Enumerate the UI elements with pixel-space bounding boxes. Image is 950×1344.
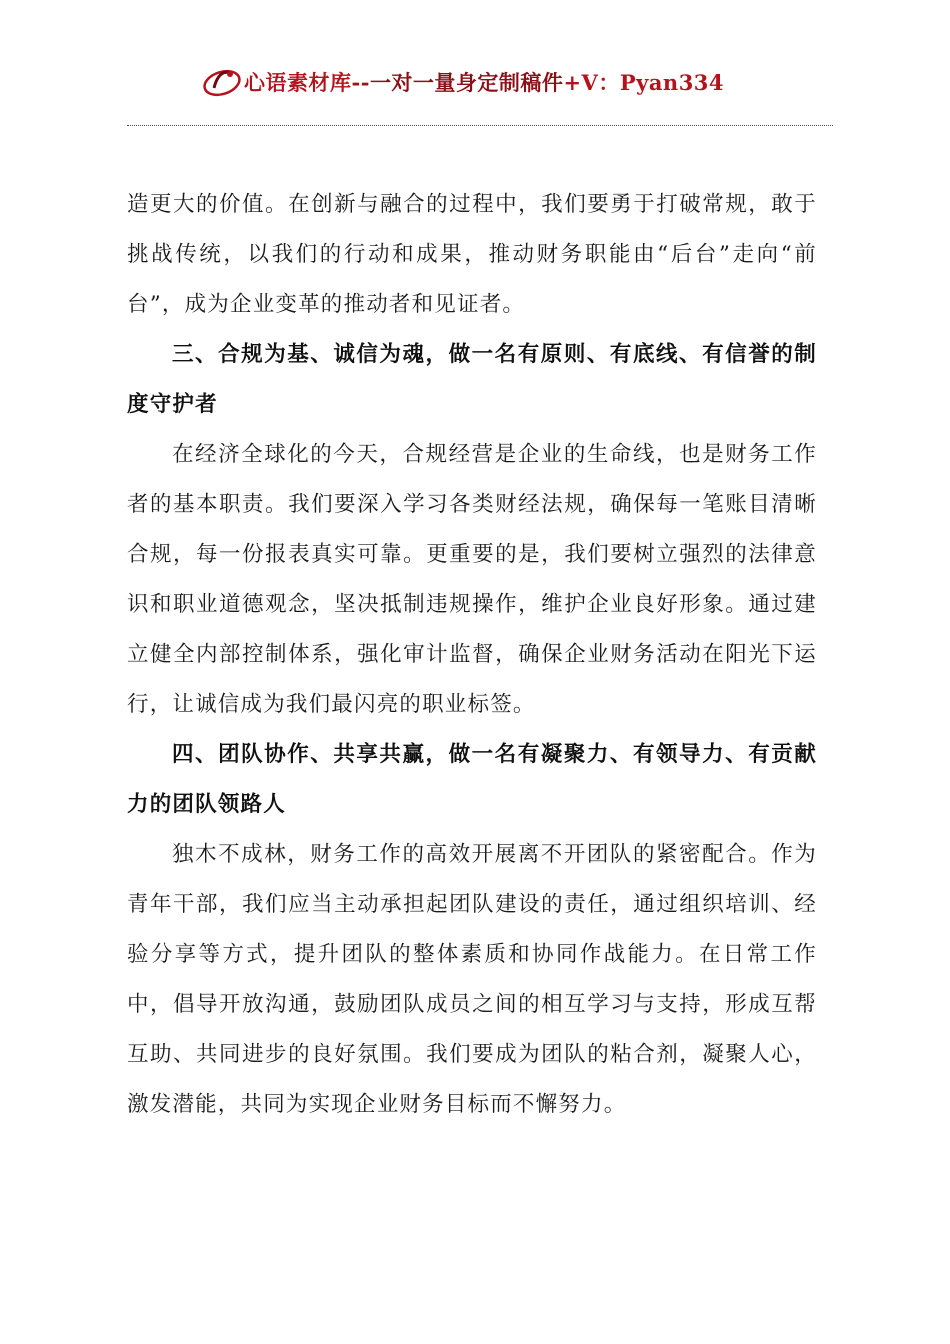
contact-id: Pyan334 [619,70,725,95]
paragraph-teamwork: 独木不成林，财务工作的高效开展离不开团队的紧密配合。作为青年干部，我们应当主动承担起团队建设的责任，通过组织培训、经验分享等方式，提升团队的整体素质和协同作战能力。在日常工作中，倡导开放沟通，鼓励团队成员之间的相互学习与支持，形成互帮互助、共同进步的良好氛围。我们要成为团队的粘合剂，凝聚人心，激发潜能，共同为实现企业财务目标而不懈努力。 [127,842,817,1117]
header-separator: -- [351,70,370,95]
page-header [200,58,760,106]
header-slogan: 一对一量身定制稿件 [369,70,564,95]
section-heading-3: 三、合规为基、诚信为魂，做一名有原则、有底线、有信誉的制度守护者 [127,342,817,417]
section-heading-4: 四、团队协作、共享共赢，做一名有凝聚力、有领导力、有贡献力的团队领路人 [127,742,817,817]
header-banner-text [244,67,724,97]
paragraph-compliance: 在经济全球化的今天，合规经营是企业的生命线，也是财务工作者的基本职责。我们要深入学习各类财经法规，确保每一笔账目清晰合规，每一份报表真实可靠。更重要的是，我们要树立强烈的法律意识和职业道德观念，坚决抵制违规操作，维护企业良好形象。通过建立健全内部控制体系，强化审计监督，确保企业财务活动在阳光下运行，让诚信成为我们最闪亮的职业标签。 [127,442,817,717]
brand-name: 心语素材库 [244,70,352,95]
logo-icon [200,62,244,102]
header-divider [127,125,833,126]
paragraph-continued: 造更大的价值。在创新与融合的过程中，我们要勇于打破常规，敢于挑战传统，以我们的行动和成果，推动财务职能由“后台”走向“前台”，成为企业变革的推动者和见证者。 [127,192,817,317]
contact-prefix: +V： [563,70,620,95]
document-body [127,180,817,1130]
